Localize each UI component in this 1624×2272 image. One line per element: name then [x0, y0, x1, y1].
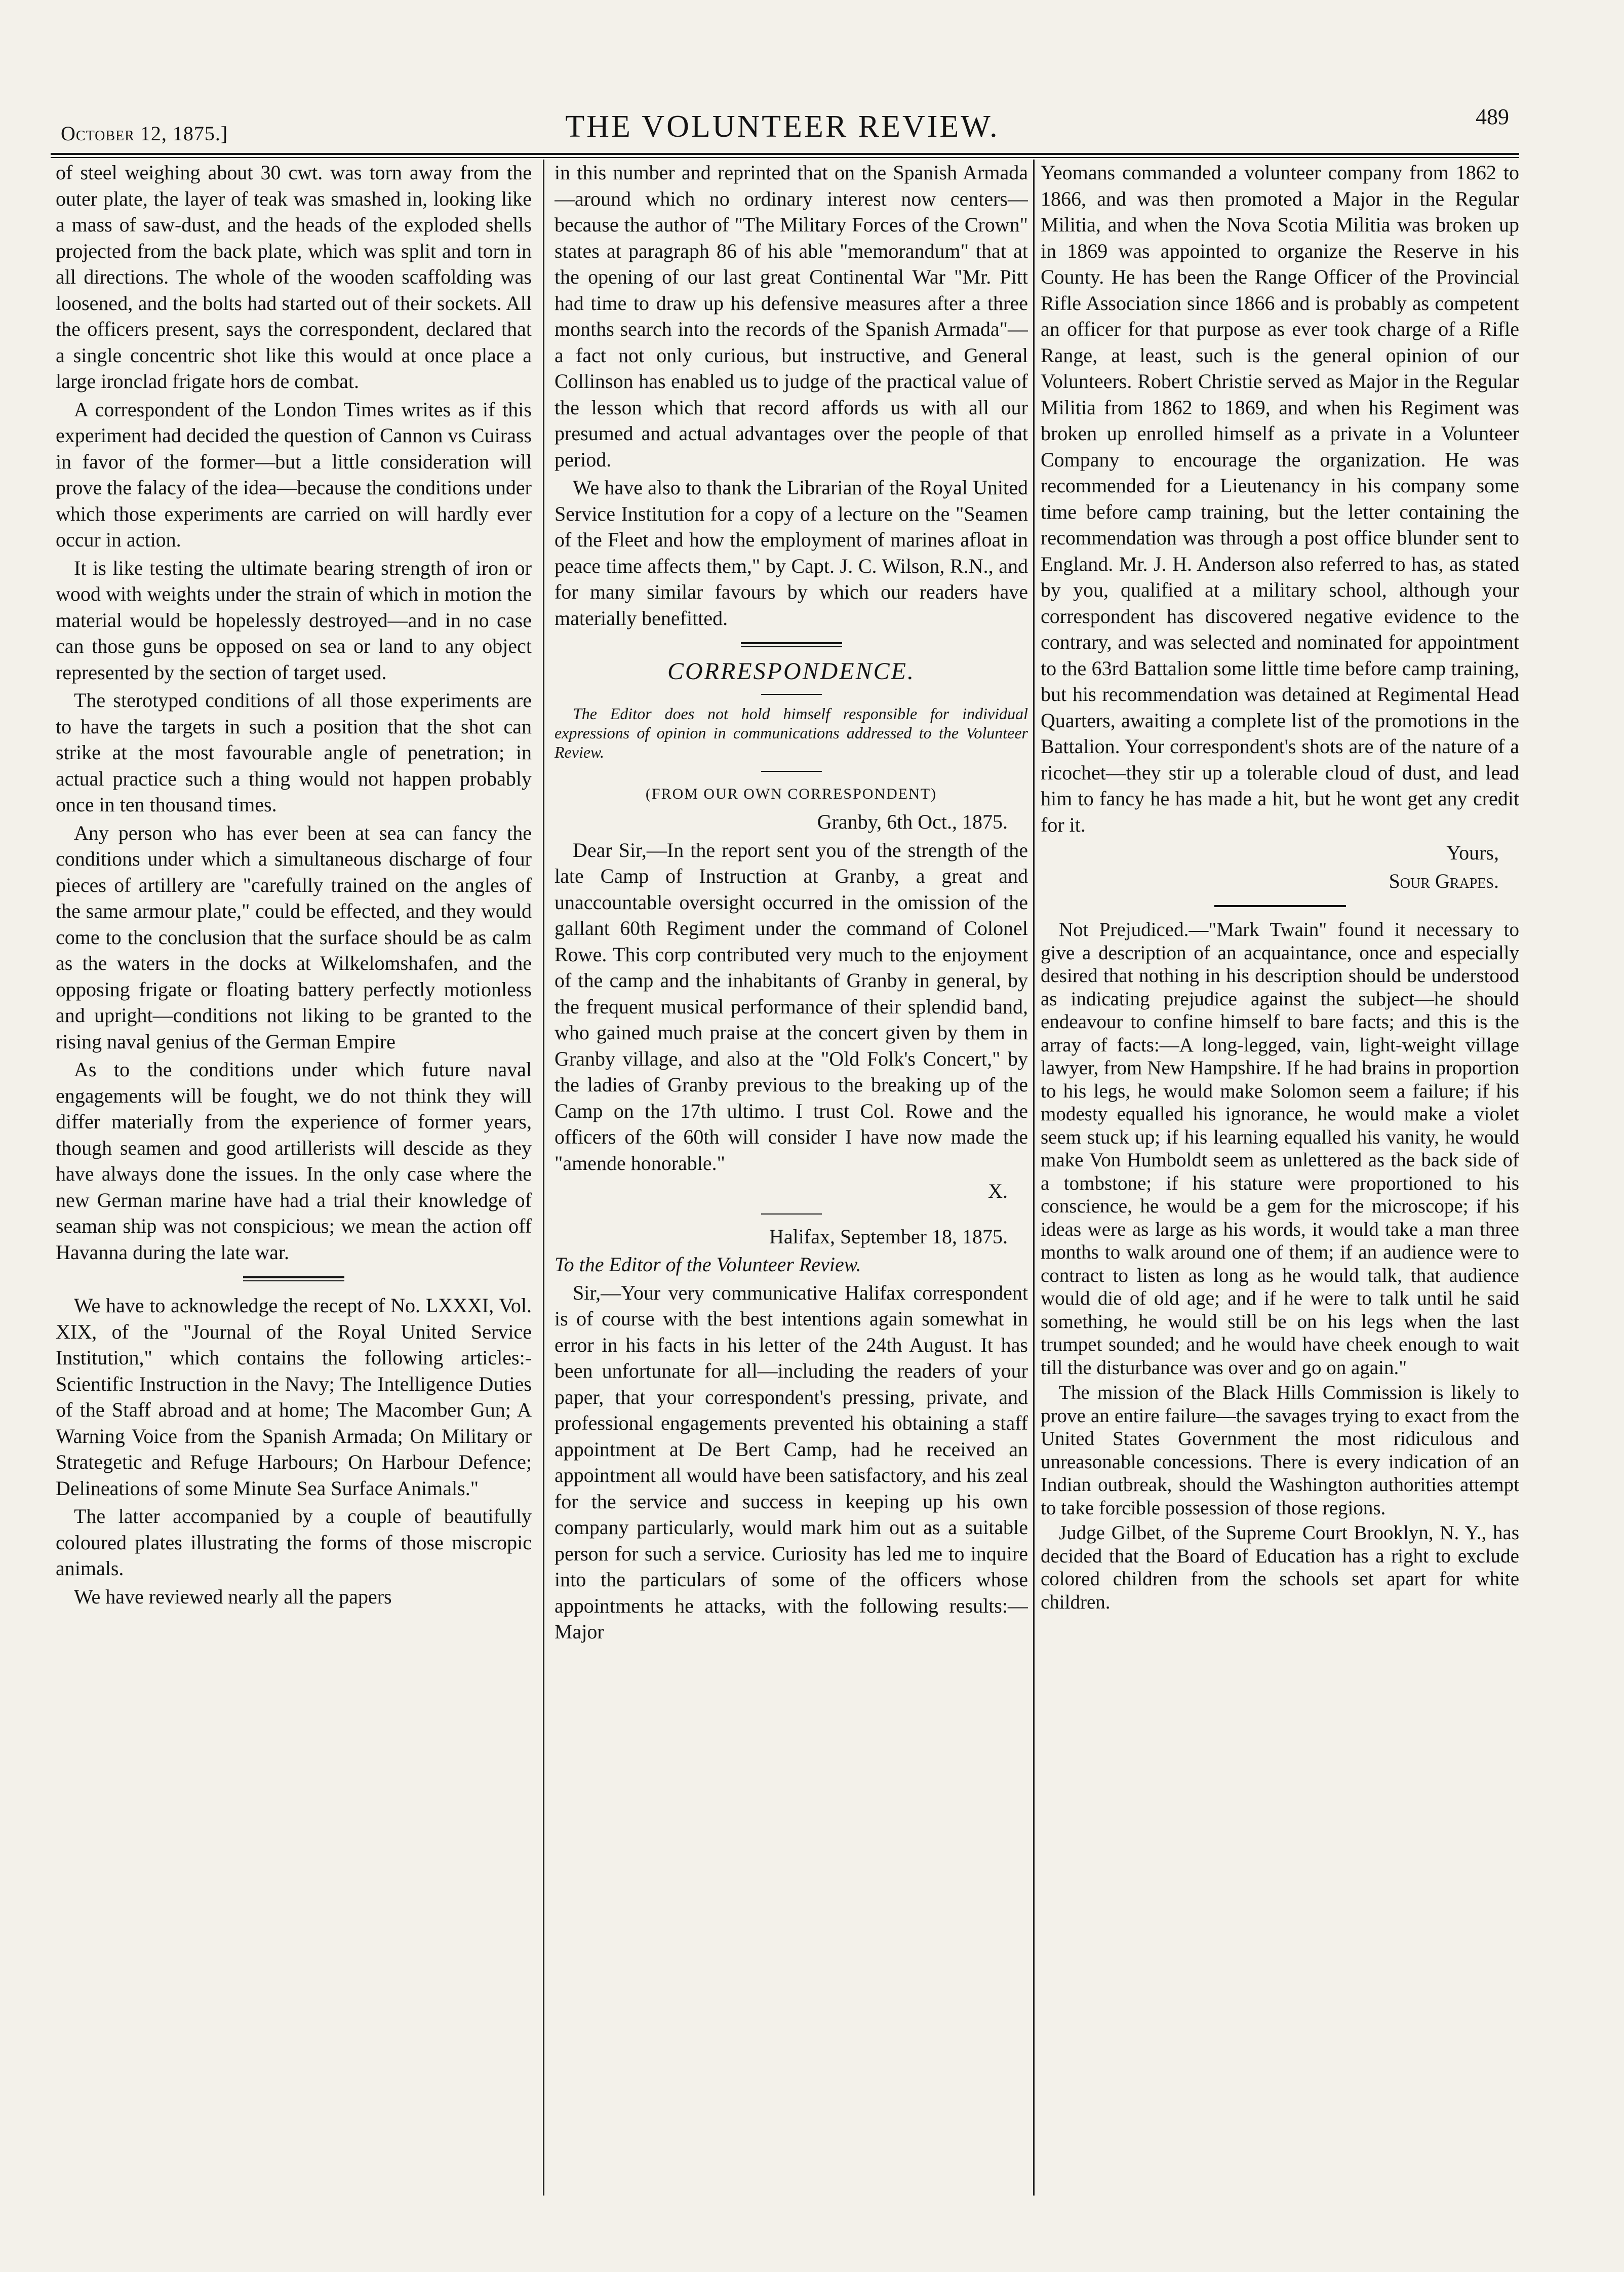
paragraph: Yeomans commanded a volunteer company from 1862 to 1866, and was then promoted a Major in the Regular Militia, and when the Nova Scotia Militia was broken up in 1869 was appointed to organize the Reserve in his County. He has been the Range Officer of the Provincial Rifle Association since 1866 and is probably as competent an officer for that purpose as ever took charge of a Rifle Range, at least, such is the general opinion of our Volunteers. Robert Christie served as Major in the Regular Militia from 1862 to 1869, and when his Regiment was broken up enrolled himself as a private in a Volunteer Company to encourage the organization. He was recommended for a Lieutenancy in his company some time before camp training, but the letter containing the recommendation was through a post office blunder sent to England. Mr. J. H. Anderson also referred to has, as stated by you, qualified at a military school, although your correspondent has discovered negative evidence to the contrary, and was selected and nominated for appointment to the 63rd Battalion some little time before camp training, but his recommendation was detained at Regimental Head Quarters, awaiting a complete list of the promotions in the Battalion. Your correspondent's shots are of the nature of a ricochet—they stir up a tolerable cloud of dust, and lead him to fancy he has made a hit, but he wont get any credit for it. [1041, 161, 1519, 836]
letter-closing: Yours, [1446, 841, 1499, 864]
paragraph: We have to acknowledge the recept of No. LXXXI, Vol. XIX, of the "Journal of the Royal United Service Institution," which contains the following articles:- Scientific Instruction in the Navy; The Intelligence Duties of the Staff abroad and at home; The Macomber Gun; A Warning Voice from the Spanish Armada; On Military or Strategetic and Refuge Harbours; On Harbour Defence; Delineations of some Minute Sea Surface Animals." [56, 1294, 532, 1500]
section-heading: CORRESPONDENCE. [667, 658, 915, 685]
paragraph: It is like testing the ultimate bearing strength of iron or wood with weights under the strain of which in motion the material would be hopelessly destroyed—and in no case can those guns be opposed on sea or land to any object represented by the section of target used. [56, 556, 532, 684]
page-header [51, 104, 1514, 149]
paragraph: As to the conditions under which future naval engagements will be fought, we do not think they will differ materially from the experience of former years, though seamen and good artillerists will descide as they have always done the issues. In the only case where the new German marine have had a trial their knowledge of seaman ship was not conspicious; we mean the action off Havanna during the late war. [56, 1058, 532, 1264]
header-rule [51, 153, 1519, 155]
correspondent-label: (FROM OUR OWN CORRESPONDENT) [645, 785, 937, 802]
editor-disclaimer: The Editor does not hold himself responsible for individual expressions of opinion in communications addressed to the Volunteer Review. [554, 704, 1028, 761]
section-divider [741, 642, 842, 647]
column-divider-1 [543, 160, 544, 2196]
letter-salutation: To the Editor of the Volunteer Review. [554, 1253, 861, 1276]
news-items [1041, 918, 1519, 1614]
paragraph: Not Prejudiced.—"Mark Twain" found it necessary to give a description of an acquaintance, once and especially desired that nothing in his description should be understood as indicating prejudice against the subject—he should endeavour to confine himself to bare facts; and this is the array of facts:—A long-legged, vain, light-weight village lawyer, from New Hampshire. If he had brains in proportion to his legs, he would make Solomon seem a failure; if his modesty equalled his ignorance, he would make a violet seem stuck up; if his learning equalled his vanity, he would make Von Humboldt seem as unlettered as the back side of a tombstone; if his stature were proportioned to his conscience, he would be a gem for the microscope; if his ideas were as large as his words, it would take a man three months to walk around one of them; if an audience were to contract to listen as long as he would talk, that audience would die of old age; and if he were to talk until he said something, he would still be on his legs when the last trumpet sounded; and he would have cheek enough to wait till the disturbance was over and go on again." [1041, 919, 1519, 1379]
paragraph: We have reviewed nearly all the papers [74, 1585, 392, 1608]
column-1 [56, 160, 532, 2196]
dateline: Granby, 6th Oct., 1875. [817, 810, 1008, 833]
paragraph: A correspondent of the London Times writes as if this experiment had decided the question of Cannon vs Cuirass in favor of the former—but a little consideration will prove the falacy of the idea—because the conditions under which those experiments are carried on will hardly ever occur in action. [56, 398, 532, 551]
letter-signature: Sour Grapes. [1389, 869, 1499, 892]
paragraph: We have also to thank the Librarian of the Royal United Service Institution for a copy of a lecture on the "Seamen of the Fleet and how the employment of marines afloat in peace time affects them," by Capt. J. C. Wilson, R.N., and for many similar favours by which our readers have materially benefitted. [554, 476, 1028, 630]
column-divider-2 [1033, 160, 1035, 2196]
page-number: 489 [1476, 104, 1509, 129]
letter-body: Dear Sir,—In the report sent you of the strength of the late Camp of Instruction at Granby, a great and unaccountable oversight occurred in the omission of the gallant 60th Regiment under the command of Colonel Rowe. This corp contributed very much to the enjoyment of the camp and the inhabitants of Granby in general, by the frequent musical performance of their splendid band, who gained much praise at the concert given by them in Granby village, and also at the "Old Folk's Concert," by the ladies of Granby previous to the breaking up of the Camp on the 17th ultimo. I trust Col. Rowe and the officers of the 60th will consider I have now made the "amende honorable." [554, 838, 1028, 1174]
short-rule [761, 694, 822, 695]
column-3 [1041, 160, 1519, 2196]
paragraph: Judge Gilbet, of the Supreme Court Brooklyn, N. Y., has decided that the Board of Education has a right to exclude colored children from the schools set apart for white children. [1041, 1522, 1519, 1613]
letter-signature: X. [988, 1180, 1008, 1202]
short-rule [761, 1213, 822, 1215]
paragraph: The mission of the Black Hills Commission is likely to prove an entire failure—the savages trying to exact from the United States Government the most ridiculous and unreasonable concessions. There is every indication of an Indian outbreak, should the Washington authorities attempt to take forcible possession of those regions. [1041, 1382, 1519, 1519]
short-rule [761, 771, 822, 772]
dateline: Halifax, September 18, 1875. [769, 1225, 1008, 1248]
paragraph: The latter accompanied by a couple of beautifully coloured plates illustrating the forms of those miscropic animals. [56, 1505, 532, 1580]
header-rule-thin [51, 157, 1519, 158]
section-divider [243, 1276, 344, 1281]
letter-body: Sir,—Your very communicative Halifax correspondent is of course with the best intentions again somewhat in error in his facts in his letter of the 24th August. It has been unfortunate for all—including the readers of your paper, that your correspondent's pressing, private, and professional engagements prevented his obtaining a staff appointment at De Bert Camp, had he received an appointment all would have been satisfactory, and his zeal for the service and success in keeping up his own company particularly, would mark him out as a suitable person for such a service. Curiosity has led me to inquire into the particulars of some of the officers whose appointments he attacks, with the following results:—Major [554, 1281, 1028, 1643]
issue-date: October 12, 1875.] [61, 122, 228, 145]
paragraph: of steel weighing about 30 cwt. was torn away from the outer plate, the layer of teak was smashed in, looking like a mass of saw-dust, and the heads of the exploded shells projected from the back plate, which was split and torn in all directions. The whole of the wooden scaffolding was loosened, and the bolts had started out of their sockets. All the officers present, says the correspondent, declared that a single concentric shot like this would at once place a large ironclad frigate hors de combat. [56, 161, 532, 393]
publication-title: THE VOLUNTEER REVIEW. [565, 109, 1000, 144]
paragraph: in this number and reprinted that on the Spanish Armada—around which no ordinary interest now centers—because the author of "The Military Forces of the Crown" states at paragraph 86 of his able "memorandum" that at the opening of our last great Continental War "Mr. Pitt had time to draw up his defensive measures after a three months search into the records of the Spanish Armada"—a fact not only curious, but instructive, and General Collinson has enabled us to judge of the practical value of the lesson which that record affords us with all our presumed and actual advantages over the people of that period. [554, 161, 1028, 471]
paragraph: The sterotyped conditions of all those experiments are to have the targets in such a position that the shot can strike at the most favourable angle of penetration; in actual practice such a thing would not happen probably once in ten thousand times. [56, 689, 532, 816]
column-2 [554, 160, 1028, 2196]
paragraph: Any person who has ever been at sea can fancy the conditions under which a simultaneous discharge of four pieces of artillery are "carefully trained on the angles of the same armour plate," could be effected, and they would come to the conclusion that the surface should be as calm as the waters in the docks at Wilkelomshafen, and the opposing frigate or floating battery perfectly motionless and upright—conditions not liking to be granted to the rising naval genius of the German Empire [56, 821, 532, 1053]
section-divider [1214, 905, 1346, 907]
